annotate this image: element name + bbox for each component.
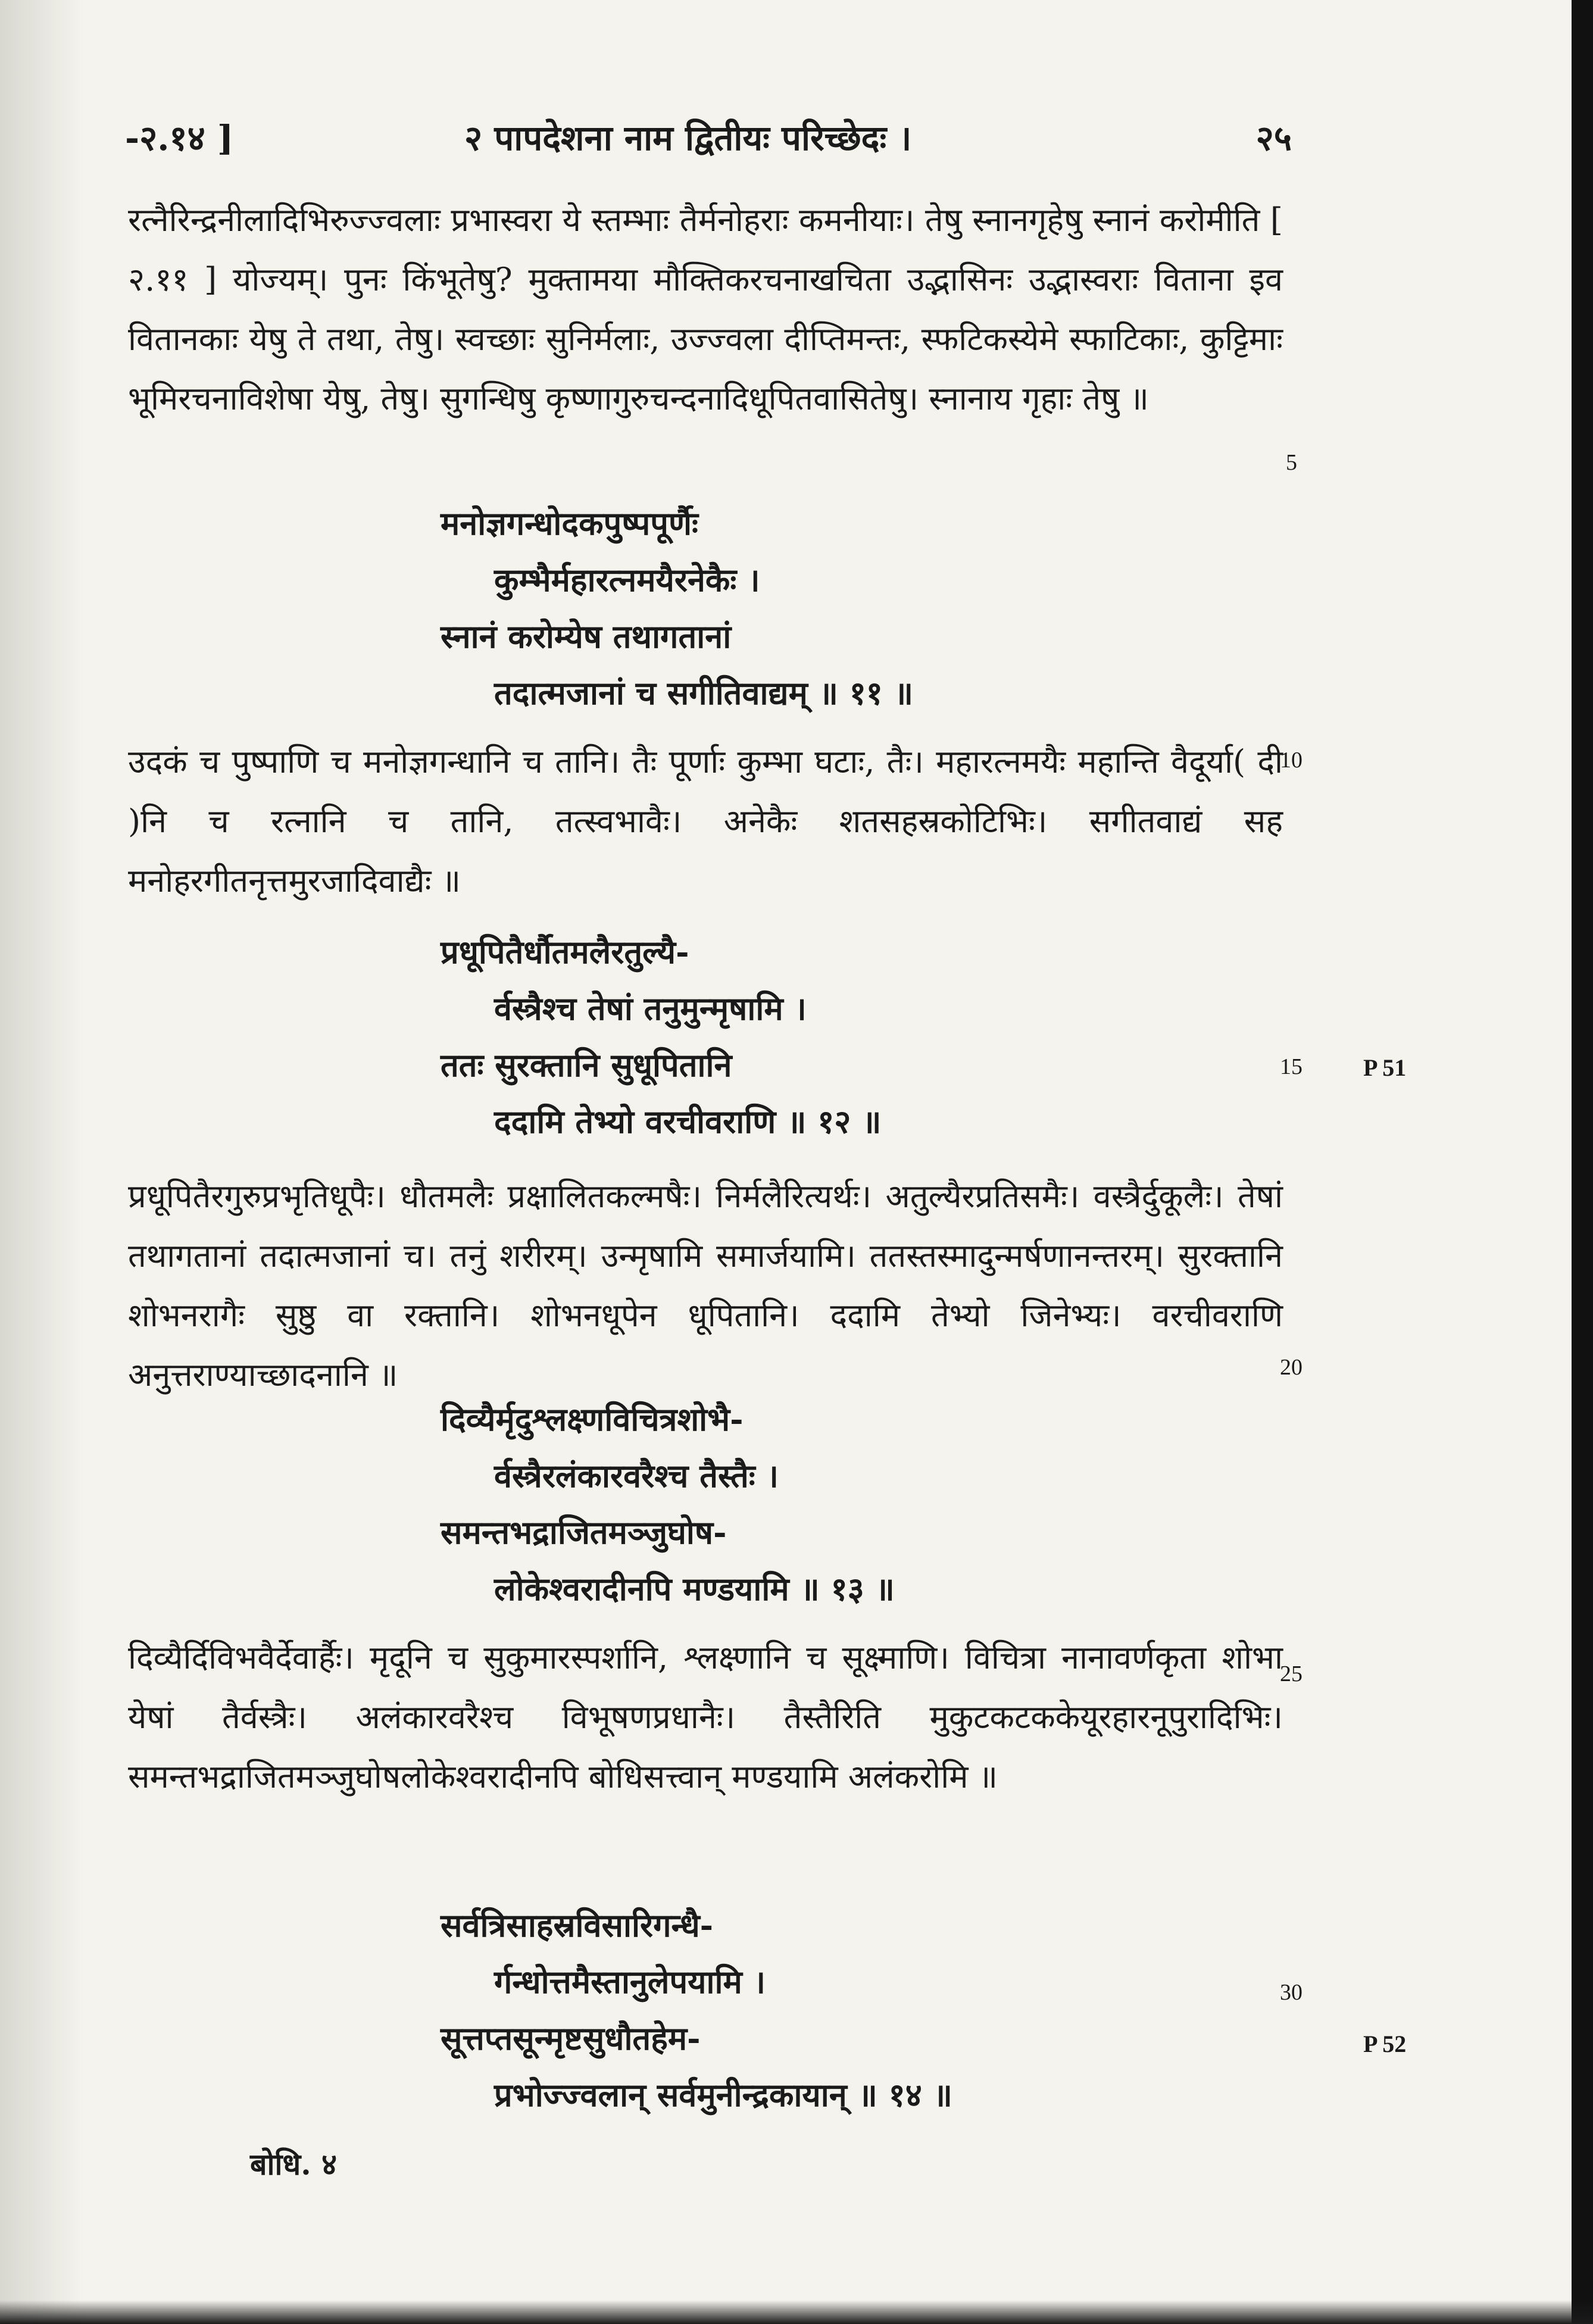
verse-line: तदात्मजानां च सगीतिवाद्यम् ॥ ११ ॥	[494, 674, 914, 712]
verse-line: दिव्यैर्मृदुश्लक्ष्णविचित्रशोभै-	[441, 1400, 744, 1438]
verse-line: लोकेश्वरादीनपि मण्डयामि ॥ १३ ॥	[494, 1570, 895, 1608]
signature-mark: बोधि. ४	[250, 2147, 338, 2182]
line-number: 10	[1280, 748, 1302, 773]
verse-line: ततः सुरक्तानि सुधूपितानि	[441, 1046, 732, 1084]
commentary-paragraph-4: दिव्यैर्दिविभवैर्देवार्हैः। मृदूनि च सुकुमारस्पर्शानि, श्लक्ष्णानि च सूक्ष्माणि। विचित्रा नानावर्णकृता शोभा येषां तैर्वस्त्रैः। अलंकारवरैश्च विभूषणप्रधानैः। तैस्तैरिति मुकुटकटककेयूरहारनूपुरादिभिः। समन्तभद्राजितमञ्जुघोषलोकेश्वरादीनपि बोधिसत्त्वान् मण्डयामि अलंकरोमि ॥	[128, 1639, 1283, 1795]
header-verse-range: -२.१४ ]	[125, 118, 234, 158]
verse-line: प्रधूपितैर्धौतमलैरतुल्यै-	[441, 933, 689, 971]
commentary-paragraph-3: प्रधूपितैरगुरुप्रभृतिधूपैः। धौतमलैः प्रक्षालितकल्मषैः। निर्मलैरित्यर्थः। अतुल्यैरप्रतिसमैः। वस्त्रैर्दुकूलैः। तेषां तथागतानां तदात्मजानां च। तनुं शरीरम्। उन्मृषामि समार्जयामि। ततस्तस्मादुन्मर्षणानन्तरम्। सुरक्तानि शोभनरागैः सुष्ठु वा रक्तानि। शोभनधूपेन धूपितानि। ददामि तेभ्यो जिनेभ्यः। वरचीवराणि अनुत्तराण्याच्छादनानि ॥	[128, 1177, 1283, 1394]
verse-line: र्वस्त्रैश्च तेषां तनुमुन्मृषामि ।	[494, 989, 807, 1027]
verse-line: कुम्भैर्महारत्नमयैरनेकैः ।	[494, 561, 760, 599]
page-reference: P 52	[1363, 2031, 1407, 2057]
commentary-paragraph-1: रत्नैरिन्द्रनीलादिभिरुज्ज्वलाः प्रभास्वरा ये स्तम्भाः तैर्मनोहराः कमनीयाः। तेषु स्नानगृहेषु स्नानं करोमीति [ २.११ ] योज्यम्। पुनः किंभूतेषु? मुक्तामया मौक्तिकरचनाखचिता उद्भासिनः उद्भास्वराः विताना इव वितानकाः येषु ते तथा, तेषु। स्वच्छाः सुनिर्मलाः, उज्ज्वला दीप्तिमन्तः, स्फटिकस्येमे स्फाटिकाः, कुट्टिमाः भूमिरचनाविशेषा येषु, तेषु। सुगन्धिषु कृष्णागुरुचन्दनादिधूपितवासितेषु। स्नानाय गृहाः तेषु ॥	[128, 201, 1283, 417]
line-number: 30	[1280, 1980, 1302, 2005]
verse-line: स्नानं करोम्येष तथागतानां	[441, 617, 732, 655]
line-number: 25	[1280, 1661, 1302, 1686]
page-reference: P 51	[1363, 1054, 1407, 1081]
header-page-number: २५	[1255, 118, 1292, 158]
header-chapter-title: २ पापदेशना नाम द्वितीयः परिच्छेदः ।	[464, 118, 912, 158]
scan-shadow-left	[0, 0, 83, 2324]
commentary-paragraph-2: उदकं च पुष्पाणि च मनोज्ञगन्धानि च तानि। तैः पूर्णाः कुम्भा घटाः, तैः। महारत्नमयैः महान्ति वैदूर्या( दी )नि च रत्नानि च तानि, तत्स्वभावैः। अनेकैः शतसहस्रकोटिभिः। सगीतवाद्यं सह मनोहरगीतनृत्तमुरजादिवाद्यैः ॥	[128, 743, 1283, 899]
line-number: 15	[1280, 1054, 1302, 1079]
verse-line: प्रभोज्ज्वलान् सर्वमुनीन्द्रकायान् ॥ १४ ॥	[494, 2076, 952, 2114]
line-number: 5	[1286, 450, 1297, 475]
scan-border-bottom	[0, 2300, 1593, 2324]
scan-border-right	[1572, 0, 1593, 2324]
verse-line: सर्वत्रिसाहस्रविसारिगन्धै-	[441, 1906, 714, 1944]
line-number: 20	[1280, 1355, 1302, 1380]
verse-line: मनोज्ञगन्धोदकपुष्पपूर्णैः	[441, 504, 698, 542]
verse-line: सूत्तप्तसून्मृष्टसुधौतहेम-	[441, 2019, 701, 2057]
verse-line: समन्तभद्राजितमञ्जुघोष-	[441, 1513, 727, 1551]
verse-line: ददामि तेभ्यो वरचीवराणि ॥ १२ ॥	[494, 1102, 882, 1141]
verse-line: र्वस्त्रैरलंकारवरैश्च तैस्तैः ।	[494, 1457, 779, 1495]
verse-line: र्गन्धोत्तमैस्तानुलेपयामि ।	[494, 1963, 766, 2001]
running-header	[125, 113, 1292, 161]
